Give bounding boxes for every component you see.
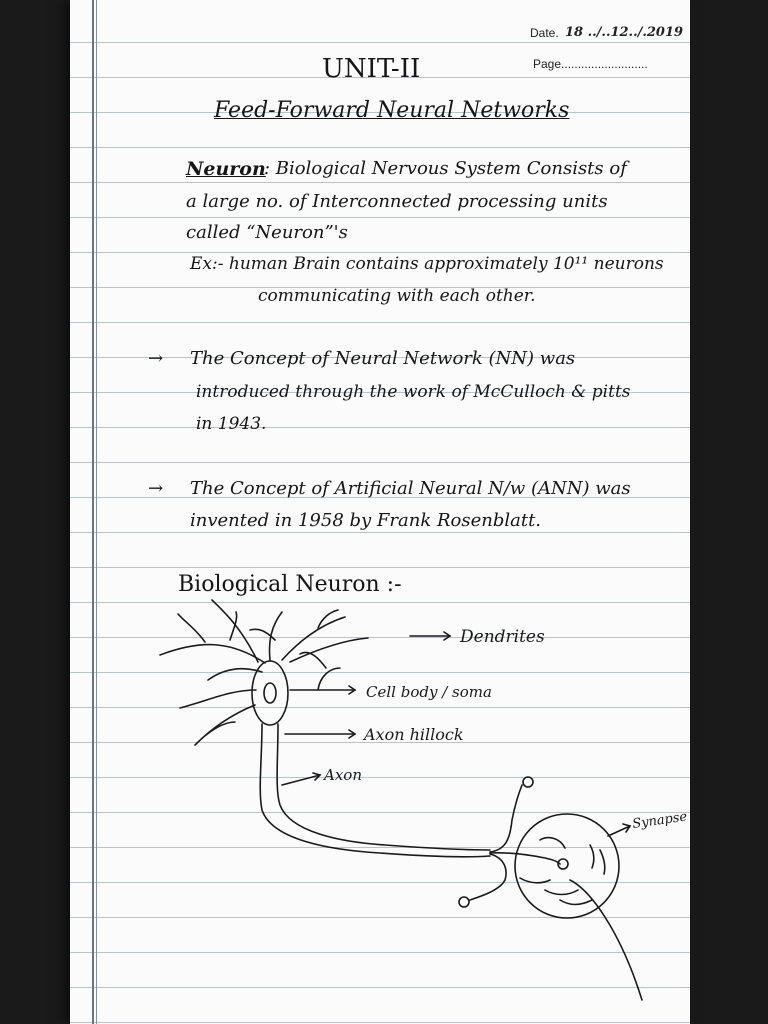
neuron-def-line1: : Biological Nervous System Consists of xyxy=(264,158,627,179)
label-cell-body: Cell body / soma xyxy=(366,683,492,701)
point2-line1: The Concept of Artificial Neural N/w (ANN) was xyxy=(190,478,631,499)
label-axon: Axon xyxy=(324,766,362,784)
neuron-def-line2: a large no. of Interconnected processing units xyxy=(186,191,608,212)
point1-arrow: → xyxy=(148,348,164,369)
neuron-def-example: Ex:- human Brain contains approximately 10¹¹ neurons xyxy=(190,254,664,274)
margin-line-inner xyxy=(96,0,97,1024)
point1-line1: The Concept of Neural Network (NN) was xyxy=(190,348,576,369)
date-label: Date. xyxy=(530,26,559,40)
point2-line2: invented in 1958 by Frank Rosenblatt. xyxy=(190,510,542,531)
point2-arrow: → xyxy=(148,478,164,499)
bio-neuron-heading: Biological Neuron :- xyxy=(178,572,402,597)
margin-line xyxy=(92,0,94,1024)
chapter-title: Feed-Forward Neural Networks xyxy=(214,98,570,123)
label-dendrites: Dendrites xyxy=(460,627,545,647)
neuron-def-line3: called “Neuron”'s xyxy=(186,222,348,243)
label-axon-hillock: Axon hillock xyxy=(364,725,464,744)
unit-title: UNIT-II xyxy=(322,54,421,84)
page-label: Page.......................... xyxy=(533,57,648,71)
neuron-term: Neuron xyxy=(186,158,266,180)
date-value: 18 ../..12../.2019 xyxy=(565,25,684,40)
neuron-def-line5: communicating with each other. xyxy=(258,286,536,306)
point1-line3: in 1943. xyxy=(196,414,267,434)
point1-line2: introduced through the work of McCulloch & pitts xyxy=(196,382,631,402)
label-synapse: Synapse xyxy=(631,809,689,832)
